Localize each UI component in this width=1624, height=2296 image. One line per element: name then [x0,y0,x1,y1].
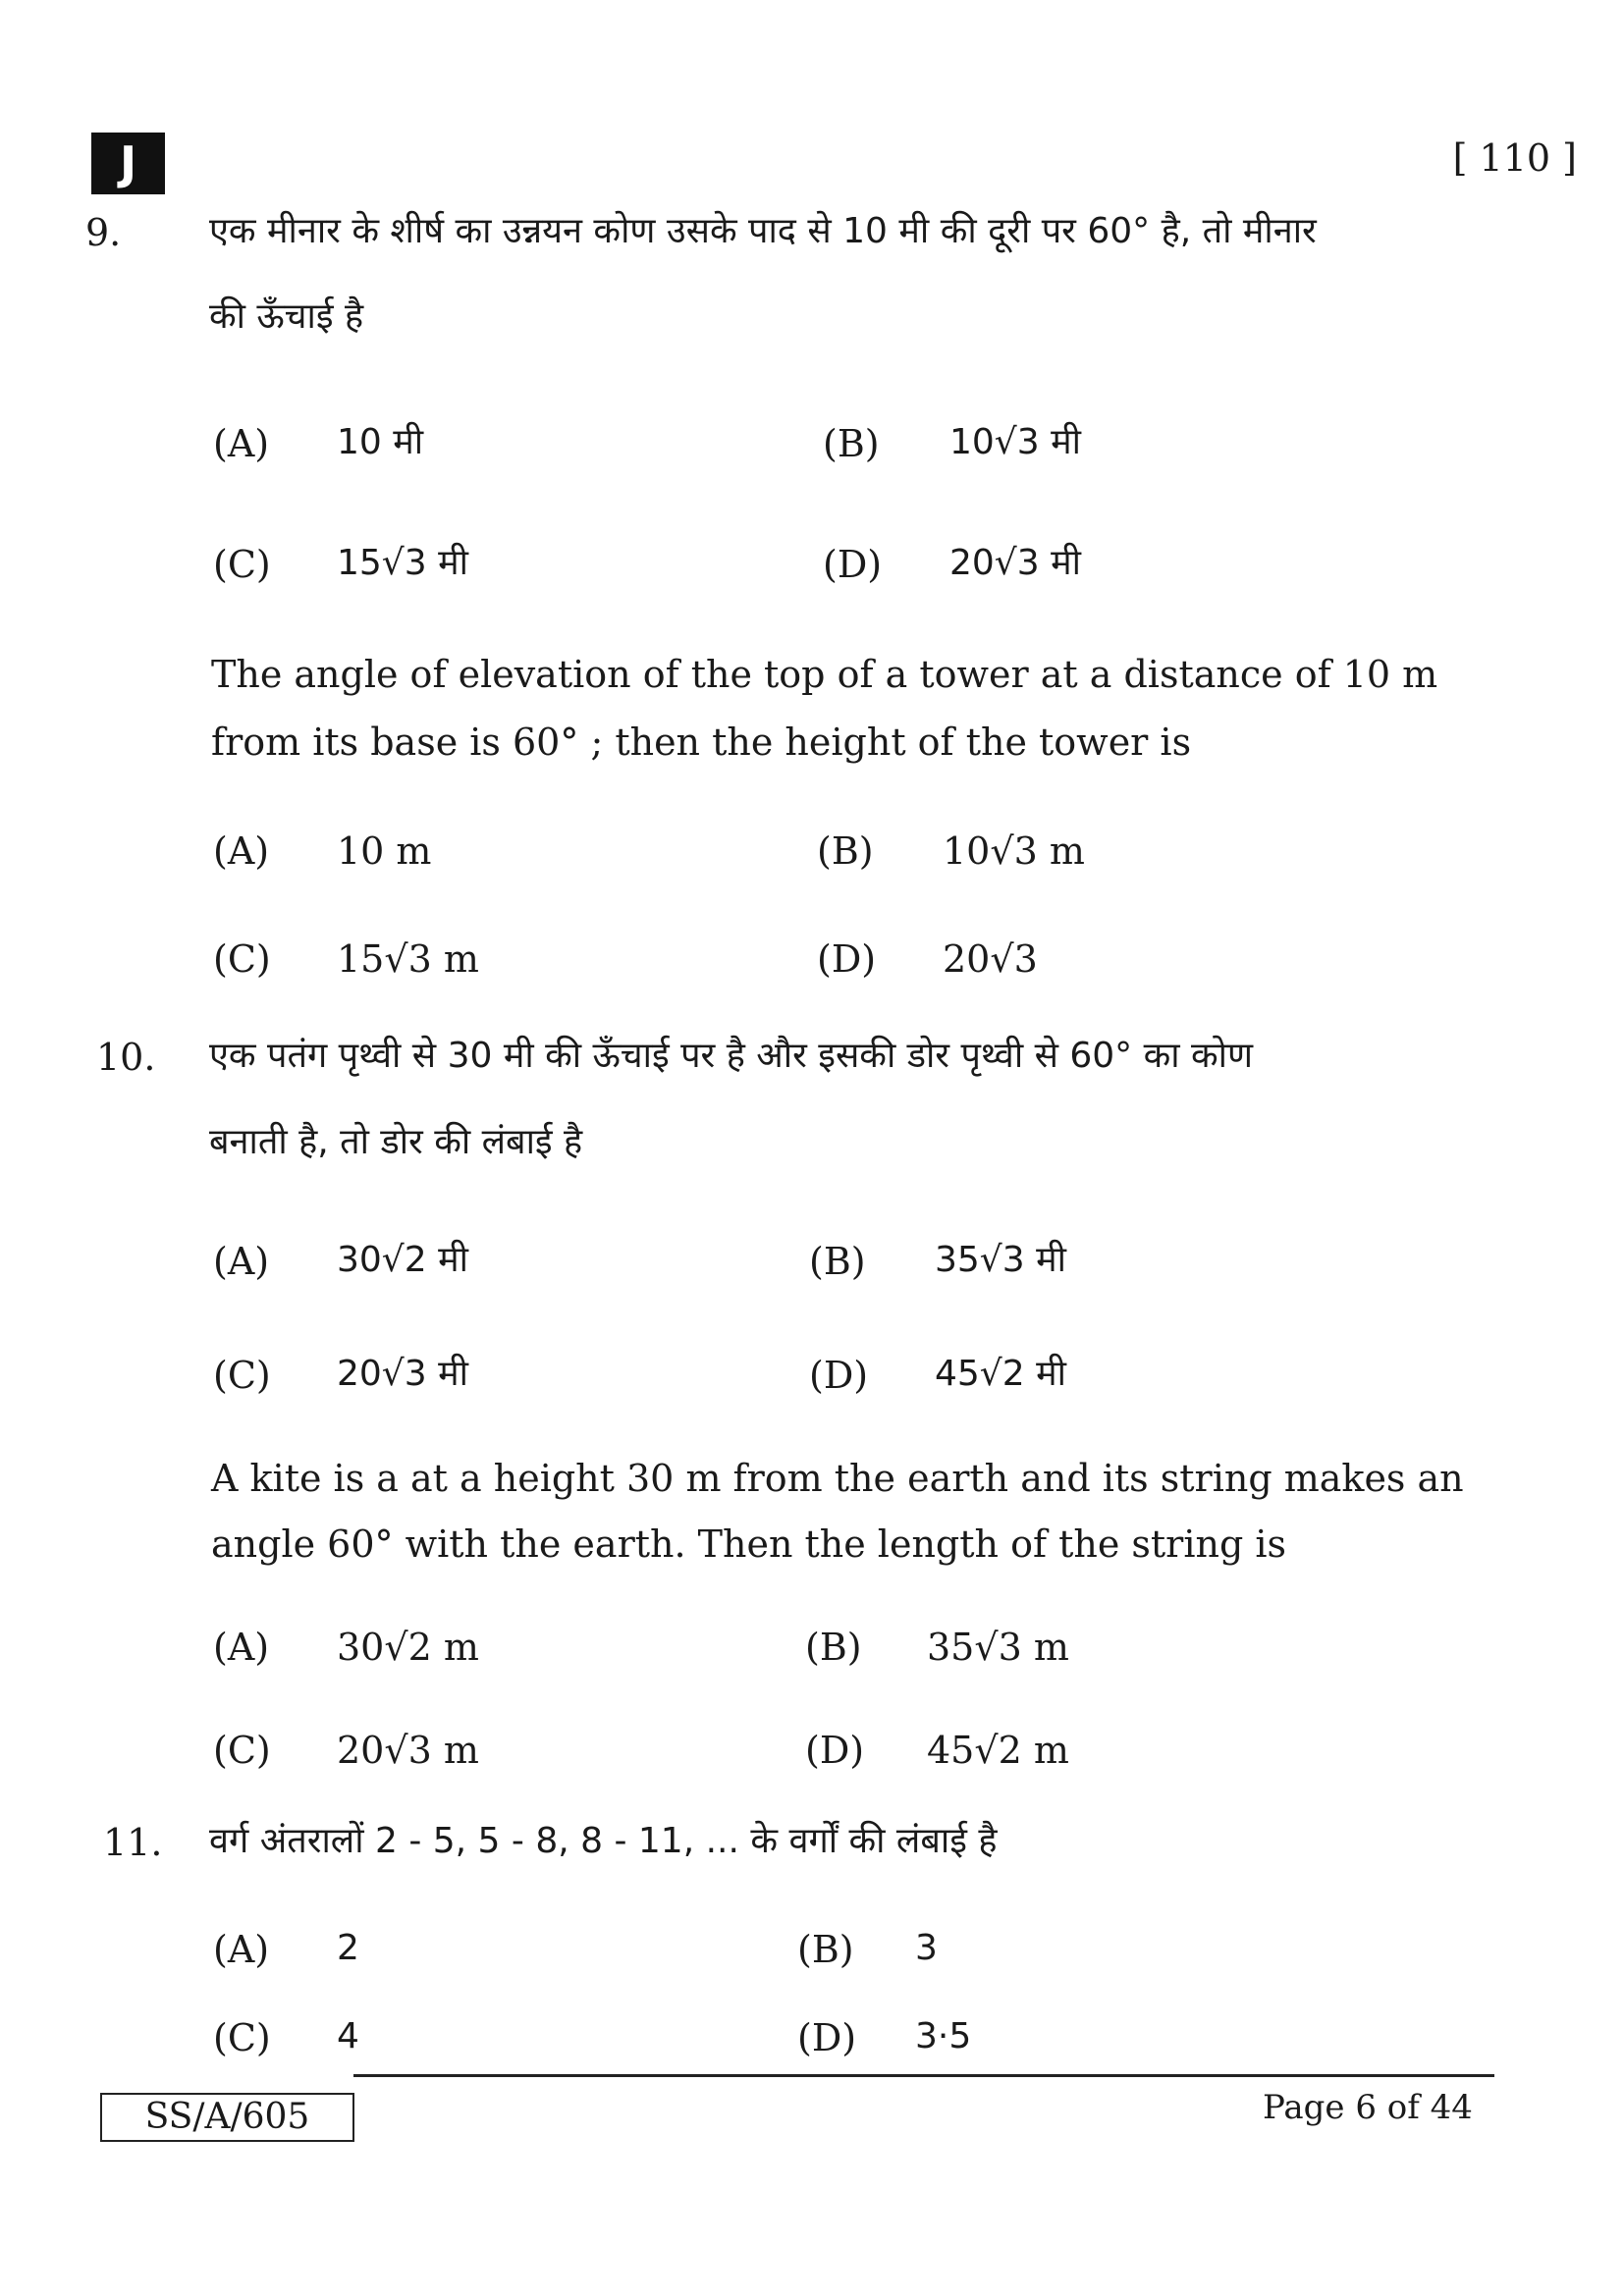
option-value: 15√3 मी [337,543,468,583]
question-number: 9. [85,211,122,254]
question-text-hindi: एक पतंग पृथ्वी से 30 मी की ऊँचाई पर है और इसकी डोर पृथ्वी से 60° का कोण [209,1036,1254,1076]
option-value: 10√3 m [943,829,1085,873]
option-label: (C) [213,543,271,586]
question-text-english: The angle of elevation of the top of a tower at a distance of 10 m [211,653,1438,696]
option-label: (A) [213,1928,270,1971]
option-label: (B) [797,1928,854,1971]
question-text-hindi: वर्ग अंतरालों 2 - 5, 5 - 8, 8 - 11, ... के वर्गों की लंबाई है [209,1821,998,1861]
option-label: (D) [805,1729,865,1772]
option-label: (B) [817,829,874,873]
option-value: 10 m [337,829,432,873]
question-text-english: angle 60° with the earth. Then the length of the string is [211,1522,1287,1566]
option-value: 20√3 मी [337,1354,468,1394]
question-text-english: from its base is 60° ; then the height of the tower is [211,721,1192,764]
option-value: 2 [337,1928,359,1968]
option-label: (A) [213,1240,270,1283]
option-value: 20√3 [943,937,1038,981]
option-value: 10√3 मी [949,422,1081,462]
question-number: 10. [96,1036,156,1079]
question-text-hindi: एक मीनार के शीर्ष का उन्नयन कोण उसके पाद से 10 मी की दूरी पर 60° है, तो मीनार [209,211,1317,251]
option-value: 30√2 m [337,1626,479,1669]
paper-code: SS/A/605 [100,2093,354,2142]
page-code: [ 110 ] [1452,136,1577,180]
option-value: 3 [915,1928,938,1968]
option-label: (B) [805,1626,862,1669]
option-value: 4 [337,2016,359,2056]
question-number: 11. [103,1821,163,1864]
option-label: (A) [213,422,270,465]
option-label: (C) [213,1354,271,1397]
option-label: (D) [823,543,883,586]
option-value: 15√3 m [337,937,479,981]
option-label: (B) [823,422,880,465]
option-value: 10 मी [337,422,424,462]
option-label: (D) [809,1354,869,1397]
option-value: 20√3 मी [949,543,1081,583]
option-value: 45√2 मी [935,1354,1066,1394]
option-value: 45√2 m [927,1729,1069,1772]
question-text-hindi: की ऊँचाई है [209,296,364,337]
footer-divider [353,2074,1494,2077]
page-number: Page 6 of 44 [1263,2088,1473,2127]
option-label: (A) [213,829,270,873]
option-label: (A) [213,1626,270,1669]
option-label: (D) [817,937,877,981]
option-value: 20√3 m [337,1729,479,1772]
option-label: (D) [797,2016,857,2059]
option-label: (C) [213,937,271,981]
option-value: 3·5 [915,2016,972,2056]
question-text-english: A kite is a at a height 30 m from the earth and its string makes an [211,1457,1464,1500]
option-value: 35√3 m [927,1626,1069,1669]
question-text-hindi: बनाती है, तो डोर की लंबाई है [209,1122,583,1162]
option-label: (C) [213,1729,271,1772]
option-label: (C) [213,2016,271,2059]
option-value: 30√2 मी [337,1240,468,1280]
option-value: 35√3 मी [935,1240,1066,1280]
set-code-badge: J [91,133,165,194]
option-label: (B) [809,1240,866,1283]
